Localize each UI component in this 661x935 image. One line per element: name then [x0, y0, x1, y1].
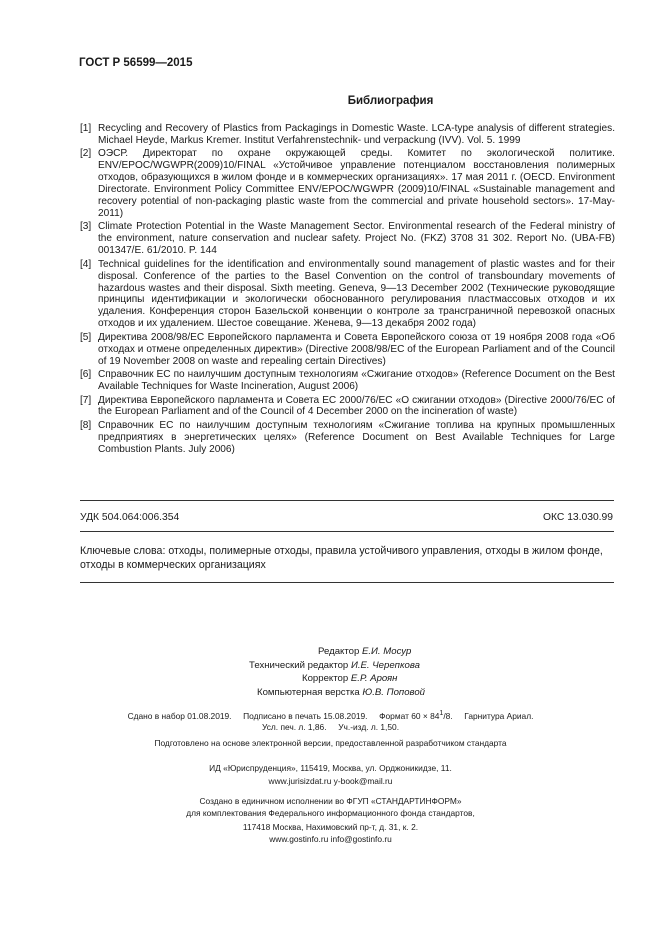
prepared-note: Подготовлено на основе электронной версии, предоставленной разработчиком стандарта — [154, 738, 507, 748]
credit-layout — [0, 686, 661, 700]
reference-number: [4] — [80, 258, 92, 270]
created-note: Создано в единичном исполнении во ФГУП «СТАНДАРТИНФОРМ» — [199, 796, 462, 806]
edition-sheets-value: Уч.-изд. л. 1,50. — [338, 722, 400, 732]
typeface: Гарнитура Ариал. — [464, 710, 534, 721]
standartinform-address: 117418 Москва, Нахимовский пр-т, д. 31, к. 2. — [242, 822, 419, 832]
standartinform-web: www.gostinfo.ru info@gostinfo.ru — [269, 834, 392, 844]
section-title: Библиография — [347, 95, 434, 107]
format-prefix: Формат 60 × 84 — [379, 710, 440, 721]
reference-number: [2] — [80, 148, 92, 160]
print-sheets — [0, 722, 661, 733]
reference-text: Директива Европейского парламента и Совета ЕС 2000/76/ЕС «О сжигании отходов» (Directive 2000/76/EC of the European Parliament and of the Council of 4 December 2000 on the incineration of waste) — [98, 394, 615, 418]
reference-item — [80, 395, 615, 419]
reference-item — [80, 420, 615, 456]
reference-item — [80, 123, 615, 147]
reference-item — [80, 259, 615, 330]
format-suffix: /8. — [443, 710, 453, 721]
print-sheets-value: Усл. печ. л. 1,86. — [261, 722, 327, 732]
reference-text: Climate Protection Potential in the Waste Management Sector. Environmental research of the Federal ministry of the environment, nature conservation and nuclear safety. Project No. (FKZ) 3708 31 302. Report No. (UBA-FB) 001347/E. 61/2010. P. 144 — [98, 221, 615, 257]
credit-editor — [0, 645, 661, 659]
reference-item — [80, 221, 615, 257]
credit-person: Е.Р. Ароян — [350, 673, 398, 684]
credit-person: И.Е. Черепкова — [350, 659, 420, 671]
reference-number: [7] — [80, 394, 92, 406]
typeset-date: Сдано в набор 01.08.2019. — [127, 710, 232, 721]
credits-block — [0, 645, 661, 699]
reference-item — [80, 369, 615, 393]
credit-person: Ю.В. Поповой — [362, 686, 425, 698]
credit-role: Редактор — [318, 646, 360, 657]
reference-item — [80, 332, 615, 368]
keywords: Ключевые слова: отходы, полимерные отходы, правила устойчивого управления, отходы в жилом фонде, отходы в коммерческих организациях — [80, 545, 603, 571]
oks-code: ОКС 13.030.99 — [543, 512, 613, 523]
credit-tech-editor — [0, 659, 661, 673]
reference-text: Справочник ЕС по наилучшим доступным технологиям «Сжигание отходов» (Reference Document on the Best Available Techniques for Waste Incineration, August 2006) — [98, 369, 615, 392]
credit-person: Е.И. Мосур — [361, 646, 412, 657]
standard-code: ГОСТ Р 56599—2015 — [79, 57, 193, 69]
reference-text: ОЭСР. Директорат по охране окружающей среды. Комитет по экологической политике. ENV/EPOC/WGWPR(2009)10/FINAL «Устойчивое управление потенциалом восстановления полимерных отходов, образующихся в жилом фонде и в коммерческих организациях». 17 мая 2011 г. (OECD. Environment Directorate. Environment Policy Committee ENV/EPOC/WGWPR (2009)10/FINAL «Sustainable management and recovery potential of non-packaging plastic waste from the commercial and private household sectors». 17-May-2011) — [98, 148, 615, 219]
divider-bottom — [80, 582, 614, 583]
credit-proofreader — [0, 672, 661, 686]
print-details — [0, 708, 661, 722]
reference-number: [5] — [80, 331, 92, 343]
signed-date: Подписано в печать 15.08.2019. — [243, 710, 368, 721]
reference-text: Technical guidelines for the identification and environmentally sound management of plastic wastes and for their disposal. Conference of the parties to the Basel Convention on the control of transboundary movements of hazardous wastes and their disposal. Sixth meeting. Geneva, 9—13 December 2002 (Технические руководящие принципы идентификации и экологически обоснованного регулирования пластмассовых отходов и их удаления. Конференция сторон Базельской конвенции о контроле за трансграничной перевозкой опасных отходов и их удалением. Шестое совещание. Женева, 9—13 декабря 2002 года) — [98, 258, 615, 330]
format — [379, 711, 452, 721]
credit-role: Компьютерная верстка — [257, 686, 360, 698]
publisher-address: ИД «Юриспруденция», 115419, Москва, ул. Орджоникидзе, 11. — [209, 763, 452, 773]
reference-item — [80, 148, 615, 219]
divider-middle — [80, 531, 614, 532]
reference-text: Директива 2008/98/ЕС Европейского парламента и Совета Европейского союза от 19 ноября 2008 года «Об отходах и отмене определенных директив» (Directive 2008/98/EC of the European Parliament and of the Council of 19 November 2008 on waste and repealing certain Directives) — [98, 331, 615, 367]
udk-code: УДК 504.064:006.354 — [80, 512, 180, 523]
reference-number: [8] — [80, 419, 92, 431]
credit-role: Корректор — [302, 673, 349, 684]
reference-number: [3] — [80, 221, 92, 233]
reference-text: Recycling and Recovery of Plastics from Packagings in Domestic Waste. LCA-type analysis of different strategies. Michael Heyde, Markus Kremer. Institut Verfahrenstechnik- und verpackung (IVV). Vol. 5. 1999 — [98, 123, 615, 146]
reference-list — [80, 123, 615, 457]
divider-top — [80, 500, 614, 501]
reference-number: [1] — [80, 123, 92, 134]
reference-text: Справочник ЕС по наилучшим доступным технологиям «Сжигание топлива на крупных промышленных предприятиях в энергетических целях» (Reference Document on Best Available Techniques for Large Combustion Plants. July 2006) — [98, 419, 615, 455]
credit-role: Технический редактор — [249, 659, 349, 671]
format-sup: 1 — [439, 710, 444, 717]
publisher-web: www.jurisizdat.ru y-book@mail.ru — [268, 776, 393, 786]
reference-number: [6] — [80, 369, 92, 381]
created-note-2: для комплектования Федерального информационного фонда стандартов, — [186, 808, 475, 818]
